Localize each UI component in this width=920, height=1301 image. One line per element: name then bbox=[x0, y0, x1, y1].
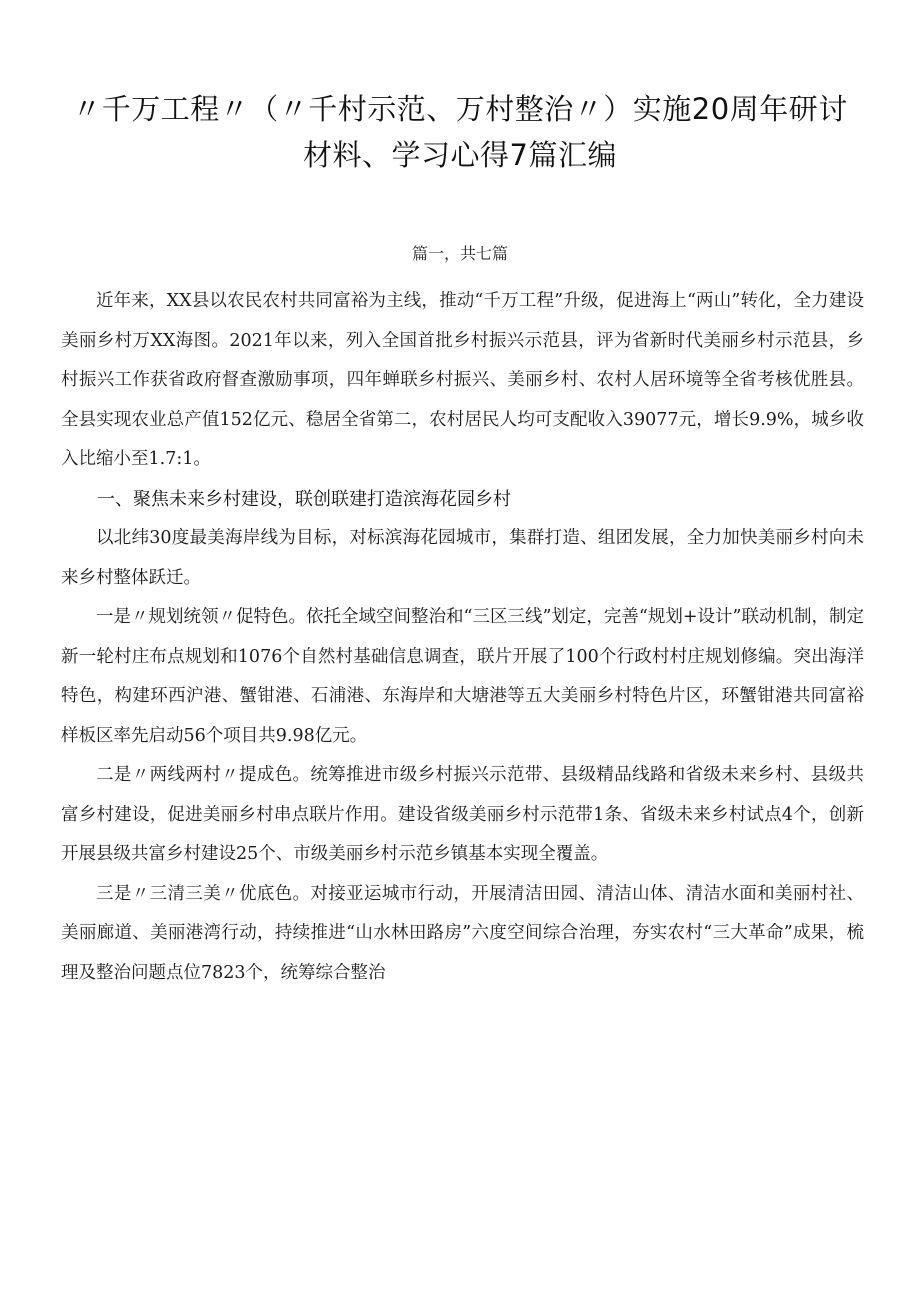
document-body bbox=[61, 282, 864, 993]
body-paragraph: 三是〃三清三美〃优底色。对接亚运城市行动，开展清洁田园、清洁山体、清洁水面和美丽村社、美丽廊道、美丽港湾行动，持续推进“山水林田路房”六度空间综合治理，夯实农村“三大革命”成果，梳理及整治问题点位7823个，统筹综合整治 bbox=[61, 883, 864, 983]
section-heading: 一、聚焦未来乡村建设，联创联建打造滨海花园乡村 bbox=[97, 488, 511, 510]
document-subtitle: 篇一，共七篇 bbox=[411, 244, 508, 263]
document-title: 〃千万工程〃（〃千村示范、万村整治〃）实施20周年研讨材料、学习心得7篇汇编 bbox=[72, 92, 848, 172]
intro-paragraph: 近年来，XX县以农民农村共同富裕为主线，推动“千万工程”升级，促进海上“两山”转化，全力建设美丽乡村万XX海图。2021年以来，列入全国首批乡村振兴示范县，评为省新时代美丽乡村示范县，乡村振兴工作获省政府督查激励事项，四年蝉联乡村振兴、美丽乡村、农村人居环境等全省考核优胜县。全县实现农业总产值152亿元、稳居全省第二，农村居民人均可支配收入39077元，增长9.9%，城乡收入比缩小至1.7:1。 bbox=[61, 291, 864, 469]
body-paragraph: 二是〃两线两村〃提成色。统筹推进市级乡村振兴示范带、县级精品线路和省级未来乡村、县级共富乡村建设，促进美丽乡村串点联片作用。建设省级美丽乡村示范带1条、省级未来乡村试点4个，创新开展县级共富乡村建设25个、市级美丽乡村示范乡镇基本实现全覆盖。 bbox=[61, 765, 864, 864]
body-paragraph: 以北纬30度最美海岸线为目标，对标滨海花园城市，集群打造、组团发展，全力加快美丽乡村向未来乡村整体跃迁。 bbox=[61, 528, 864, 588]
body-paragraph: 一是〃规划统领〃促特色。依托全域空间整治和“三区三线”划定，完善“规划+设计”联动机制，制定新一轮村庄布点规划和1076个自然村基础信息调查，联片开展了100个行政村村庄规划修编。突出海洋特色，构建环西沪港、蟹钳港、石浦港、东海岸和大塘港等五大美丽乡村特色片区，环蟹钳港共同富裕样板区率先启动56个项目共9.98亿元。 bbox=[61, 607, 864, 746]
